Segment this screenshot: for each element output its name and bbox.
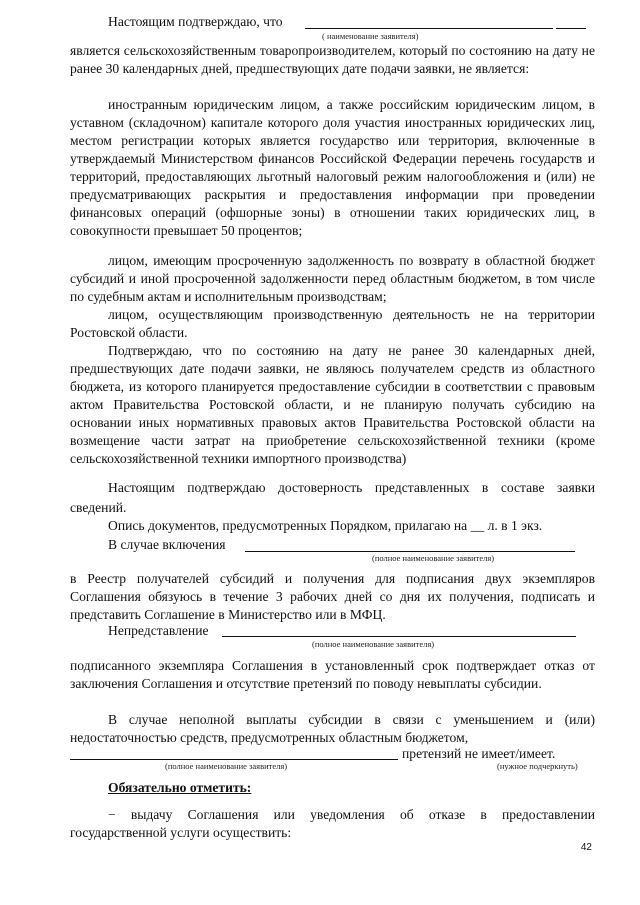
- applicant-name-caption: ( наименование заявителя): [322, 31, 419, 41]
- claims-text: претензий не имеет/имеет.: [402, 746, 556, 761]
- paragraph-registry: в Реестр получателей субсидий и получения для подписания двух экземпляров Соглашения обязуюсь в течение 3 рабочих дней со дня их получения, подписать и представить Соглашение в Министерство или в МФЦ.: [70, 571, 595, 622]
- inclusion-caption: (полное наименование заявителя): [372, 553, 495, 563]
- claims-caption-right: (нужное подчеркнуть): [497, 761, 578, 771]
- paragraph-foreign-entity: иностранным юридическим лицом, а также российским юридическим лицом, в уставном (складочном) капитале которого доля участия иностранных юридических лиц, местом регистрации которых является государство или территория, включенные в утверждаемый Министерством финансов Российской Федерации перечень государств и территорий, предоставляющих льготный налоговый режим налогообложения и (или) не предусматривающих раскрытия и предоставления информации при проведении финансовых операций (офшорные зоны) в отношении таких юридических лиц, в совокупности превышает 50 процентов;: [70, 97, 595, 238]
- page-number: 42: [580, 842, 592, 853]
- paragraph-accuracy: Настоящим подтверждаю достоверность представленных в составе заявки сведений.: [70, 480, 595, 515]
- claims-name-blank[interactable]: [70, 759, 398, 760]
- inclusion-lead: В случае включения: [108, 537, 226, 552]
- applicant-name-blank[interactable]: [305, 28, 553, 29]
- claims-caption-left: (полное наименование заявителя): [165, 761, 288, 771]
- paragraph-no-other-subsidy: Подтверждаю, что по состоянию на дату не ранее 30 календарных дней, предшествующих дате подачи заявки, не являюсь получателем средств из областного бюджета, из которого планируется предоставление субсидии в соответствии с правовым актом Правительства Ростовской области, и не планирую получать субсидию на основании иных нормативных правовых актов Правительства Ростовской области на возмещение части затрат на приобретение сельскохозяйственной техники (кроме сельскохозяйственной техники импортного производства): [70, 343, 595, 466]
- inclusion-name-blank[interactable]: [245, 551, 575, 552]
- paragraph-partial-payment: В случае неполной выплаты субсидии в связи с уменьшением и (или) недостаточностью средств, предусмотренных областным бюджетом,: [70, 712, 595, 745]
- inventory-line: Опись документов, предусмотренных Порядком, прилагаю на __ л. в 1 экз.: [108, 518, 543, 533]
- confirm-lead: Настоящим подтверждаю, что: [108, 14, 283, 29]
- paragraph-territory: лицом, осуществляющим производственную деятельность не на территории Ростовской области.: [70, 307, 595, 340]
- nonsubmission-name-blank[interactable]: [222, 636, 576, 637]
- must-note-heading: Обязательно отметить:: [108, 780, 252, 795]
- paragraph-debt: лицом, имеющим просроченную задолженность по возврату в областной бюджет субсидий и иной просроченной задолженности перед областным бюджетом, в том числе по судебным актам и исполнительным производствам;: [70, 253, 595, 304]
- nonsubmission-caption: (полное наименование заявителя): [312, 639, 435, 649]
- nonsubmission-lead: Непредставление: [108, 623, 209, 638]
- paragraph-producer: является сельскохозяйственным товаропроизводителем, который по состоянию на дату не ранее 30 календарных дней, предшествующих дате подачи заявки, не является:: [70, 43, 595, 76]
- paragraph-refusal: подписанного экземпляра Соглашения в установленный срок подтверждает отказ от заключения Соглашения и отсутствие претензий по поводу невыплаты субсидии.: [70, 658, 595, 691]
- applicant-name-blank-tail: [556, 28, 586, 29]
- paragraph-delivery: − выдачу Соглашения или уведомления об отказе в предоставлении государственной услуги осуществить:: [70, 807, 595, 840]
